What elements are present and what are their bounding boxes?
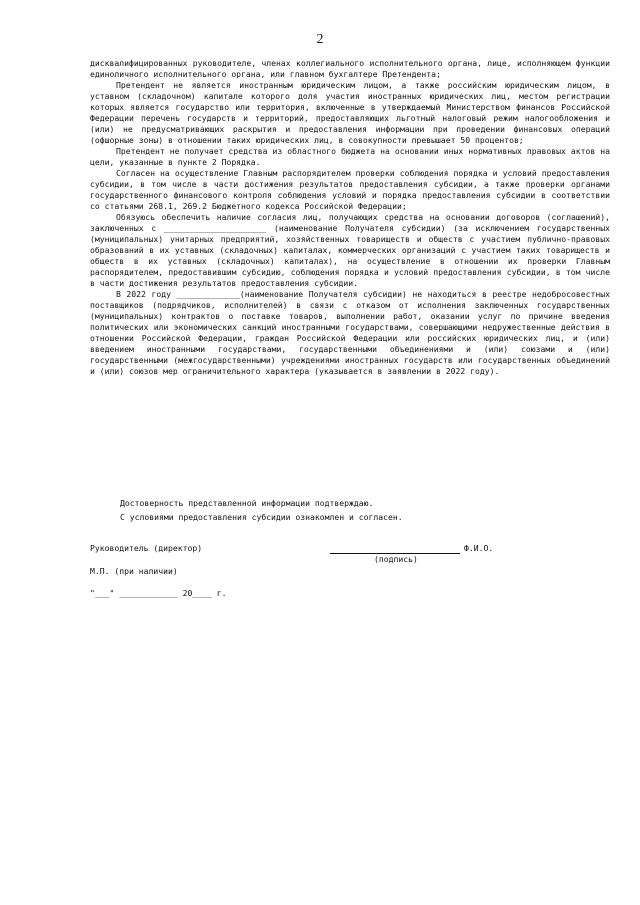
document-body [90,58,610,377]
paragraph-obligation: Обязуюсь обеспечить наличие согласия лиц, получающих средства на основании договоров (соглашений), заключенных с _____________________ (наименование Получателя субсидии) (за исключением государственных (муниципальных) унитарных предприятий, хозяйственных товариществ и обществ с участием публично-правовых образований в их уставных (складочных) капиталах, коммерческих организаций с участием таких товариществ и обществ в их уставных (складочных) капиталах), на осуществление в отношении их проверки Главным распорядителем, предоставившим субсидию, соблюдения порядка и условий предоставления субсидии, в том числе в части достижения результатов предоставления субсидии. [90,212,610,288]
attestation-block [90,498,640,526]
paragraph-registry-2022: В 2022 году _____________(наименование Получателя субсидии) не находиться в реестре недобросовестных поставщиков (подрядчиков, исполнителей) в связи с отказом от исполнения заключенных государственных (муниципальных) контрактов о поставке товаров, выполнении работ, оказании услуг по причине введения политических или экономических санкций иностранными государствами, совершающими недружественные действия в отношении Российской Федерации, граждан Российской Федерации или российских юридических лиц, и (или) введением иностранными государствами, государственными объединениями и (или) союзами и (или) государственными (межгосударственными) учреждениями иностранных государств или государственных объединений и (или) союзов мер ограничительного характера (указывается в заявлении в 2022 году). [90,289,610,376]
paragraph-disqualified: дисквалифицированных руководителе, членах коллегиального исполнительного органа, лице, исполняющем функции единоличного исполнительного органа, или главном бухгалтере Претендента; [90,58,610,79]
paragraph-foreign-entity: Претендент не является иностранным юридическим лицом, а также российским юридическим лицом, в уставном (складочном) капитале которого доля участия иностранных юридических лиц, местом регистрации которых является государство или территория, включенные в утверждаемый Министерством финансов Российской Федерации перечень государств и территорий, предоставляющих льготный налоговый режим налогообложения и (или) не предусматривающих раскрытия и предоставления информации при проведении финансовых операций (офшорные зоны) в отношении таких юридических лиц, в совокупности превышает 50 процентов; [90,80,610,145]
attestation-line-consent: С условиями предоставления субсидии ознакомлен и согласен. [120,512,403,522]
date-line: "___" ____________ 20____ г. [90,588,227,598]
signature-label: Руководитель (директор) [90,543,203,553]
signature-fio: Ф.И.О. [464,543,494,553]
signature-sublabel: (подпись) [374,554,418,564]
paragraph-consent-audit: Согласен на осуществление Главным распорядителем проверки соблюдения порядка и условий предоставления субсидии, в том числе в части достижения результатов предоставления субсидии, а также проверки органами государственного финансового контроля соблюдения условий и порядка предоставления субсидии в соответствии со статьями 268.1, 269.2 Бюджетного кодекса Российской Федерации; [90,168,610,211]
paragraph-regional-budget: Претендент не получает средства из областного бюджета на основании иных нормативных правовых актов на цели, указанные в пункте 2 Порядка. [90,146,610,167]
attestation-line-accuracy: Достоверность представленной информации подтверждаю. [120,498,374,508]
signature-line [330,543,460,554]
page-number: 2 [316,32,324,47]
seal-label: М.П. (при наличии) [90,566,178,576]
